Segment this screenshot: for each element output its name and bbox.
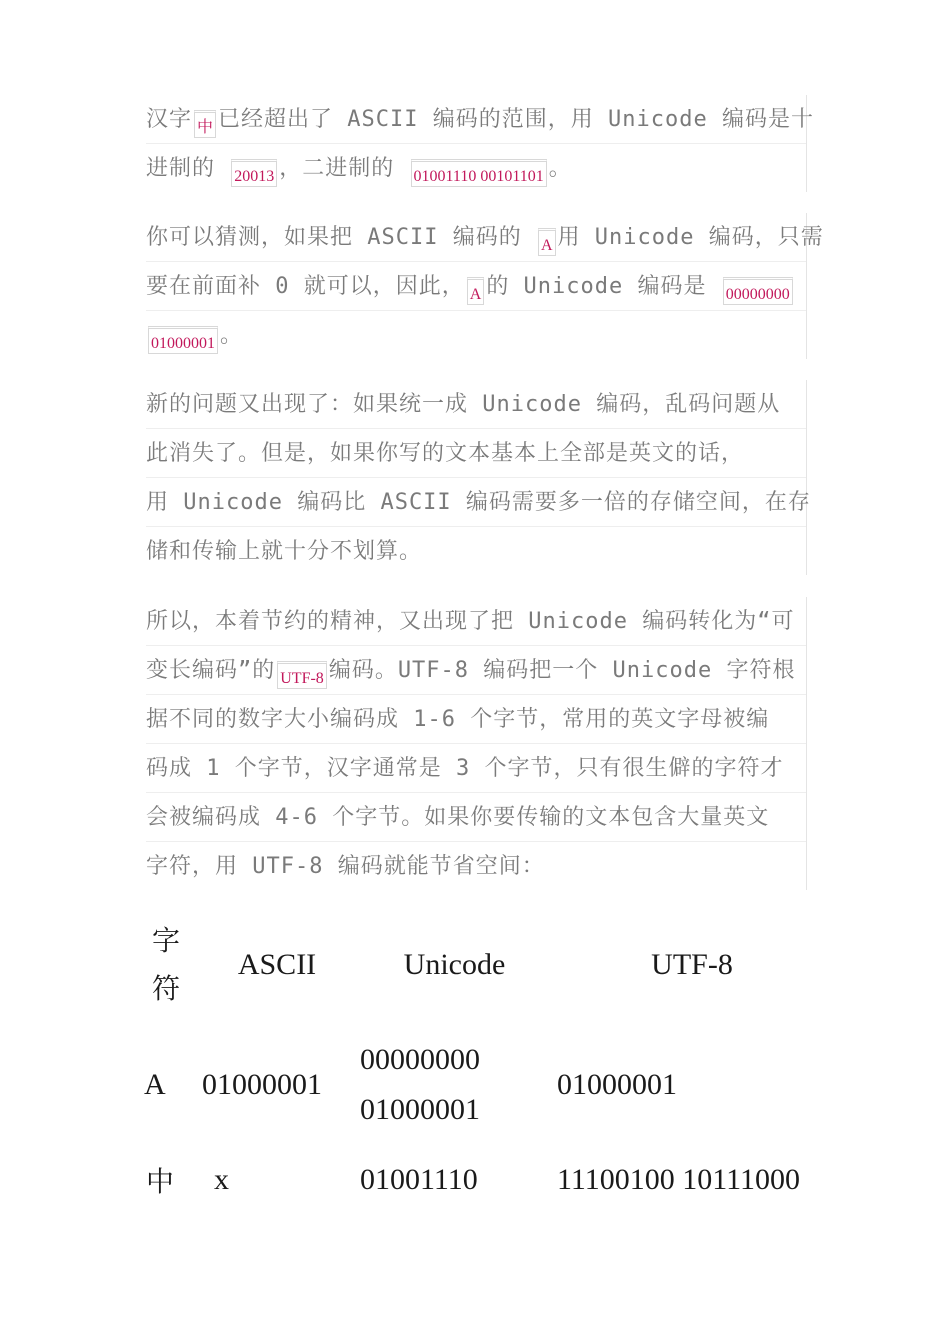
text-run: 字符，用 UTF-8 编码就能节省空间：	[146, 854, 545, 879]
paragraph-line	[146, 527, 806, 575]
paragraph-line	[146, 429, 806, 478]
paragraph-utf8-intro	[146, 597, 807, 890]
paragraph-line	[146, 744, 806, 793]
cell-char: 中	[146, 1165, 175, 1198]
inline-code-highlight: 01001110 00101101	[411, 159, 547, 187]
inline-code-highlight: UTF-8	[277, 661, 327, 689]
text-run: 的 Unicode 编码是	[486, 274, 721, 299]
cell-char: A	[144, 1068, 166, 1101]
text-run: 进制的	[146, 156, 230, 181]
header-utf8: UTF-8	[651, 948, 733, 981]
text-run: 变长编码”的	[146, 658, 276, 683]
table-row	[142, 1020, 827, 1150]
table-header-row	[142, 910, 827, 1020]
cell-unicode	[352, 1020, 557, 1150]
paragraph-storage-problem	[146, 380, 811, 575]
text-run: 用 Unicode 编码，只需	[557, 225, 824, 250]
header-ascii: ASCII	[237, 948, 317, 981]
cell-ascii: x	[214, 1163, 229, 1196]
paragraph-unicode-intro	[146, 95, 814, 192]
paragraph-line	[146, 793, 806, 842]
text-run: 新的问题又出现了：如果统一成 Unicode 编码，乱码问题从	[146, 392, 781, 417]
paragraph-line	[146, 262, 806, 311]
cell-unicode-line: 00000000	[360, 1043, 480, 1076]
cell-utf8: 11100100 10111000	[557, 1163, 801, 1196]
paragraph-line	[146, 213, 824, 262]
inline-code-highlight: 中	[194, 110, 216, 138]
text-run: 。	[220, 323, 244, 348]
inline-code-highlight: 01000001	[148, 326, 218, 354]
text-run: 码成 1 个字节，汉字通常是 3 个字节，只有很生僻的字符才	[146, 756, 784, 781]
text-run: 会被编码成 4-6 个字节。如果你要传输的文本包含大量英文	[146, 805, 770, 830]
text-run: 编码。UTF-8 编码把一个 Unicode 字符根	[328, 658, 796, 683]
text-run: ，二进制的	[279, 156, 409, 181]
paragraph-line	[146, 380, 806, 429]
header-char: 字符	[152, 924, 181, 1005]
header-unicode: Unicode	[403, 948, 506, 981]
inline-code-highlight: 20013	[231, 159, 277, 187]
cell-utf8: 01000001	[557, 1068, 677, 1101]
inline-code-highlight: A	[467, 277, 485, 305]
text-run: 据不同的数字大小编码成 1-6 个字节，常用的英文字母被编	[146, 707, 770, 732]
paragraph-line	[146, 842, 806, 890]
paragraph-line	[146, 597, 806, 646]
text-run: 所以，本着节约的精神，又出现了把 Unicode 编码转化为“可	[146, 609, 795, 634]
paragraph-line	[146, 95, 814, 144]
inline-code-highlight: A	[538, 228, 556, 256]
text-run: 此消失了。但是，如果你写的文本基本上全部是英文的话，	[146, 441, 745, 466]
paragraph-unicode-ascii-compat	[146, 213, 824, 359]
cell-unicode-line: 01000001	[360, 1093, 480, 1126]
text-run: 汉字	[146, 107, 193, 132]
text-run: 用 Unicode 编码比 ASCII 编码需要多一倍的存储空间，在存	[146, 490, 811, 515]
text-run: 要在前面补 0 就可以，因此，	[146, 274, 465, 299]
paragraph-line	[146, 478, 811, 527]
text-run: 已经超出了 ASCII 编码的范围，用 Unicode 编码是十	[218, 107, 814, 132]
table-row	[142, 1150, 827, 1210]
cell-ascii: 01000001	[202, 1068, 322, 1101]
cell-unicode: 01001110	[360, 1163, 478, 1196]
encoding-comparison-table	[142, 910, 827, 1210]
paragraph-line	[146, 311, 806, 359]
paragraph-line	[146, 646, 806, 695]
text-run: 你可以猜测，如果把 ASCII 编码的	[146, 225, 536, 250]
paragraph-line	[146, 144, 806, 192]
text-run: 。	[548, 156, 572, 181]
inline-code-highlight: 00000000	[723, 277, 793, 305]
paragraph-line	[146, 695, 806, 744]
text-run: 储和传输上就十分不划算。	[146, 539, 423, 564]
